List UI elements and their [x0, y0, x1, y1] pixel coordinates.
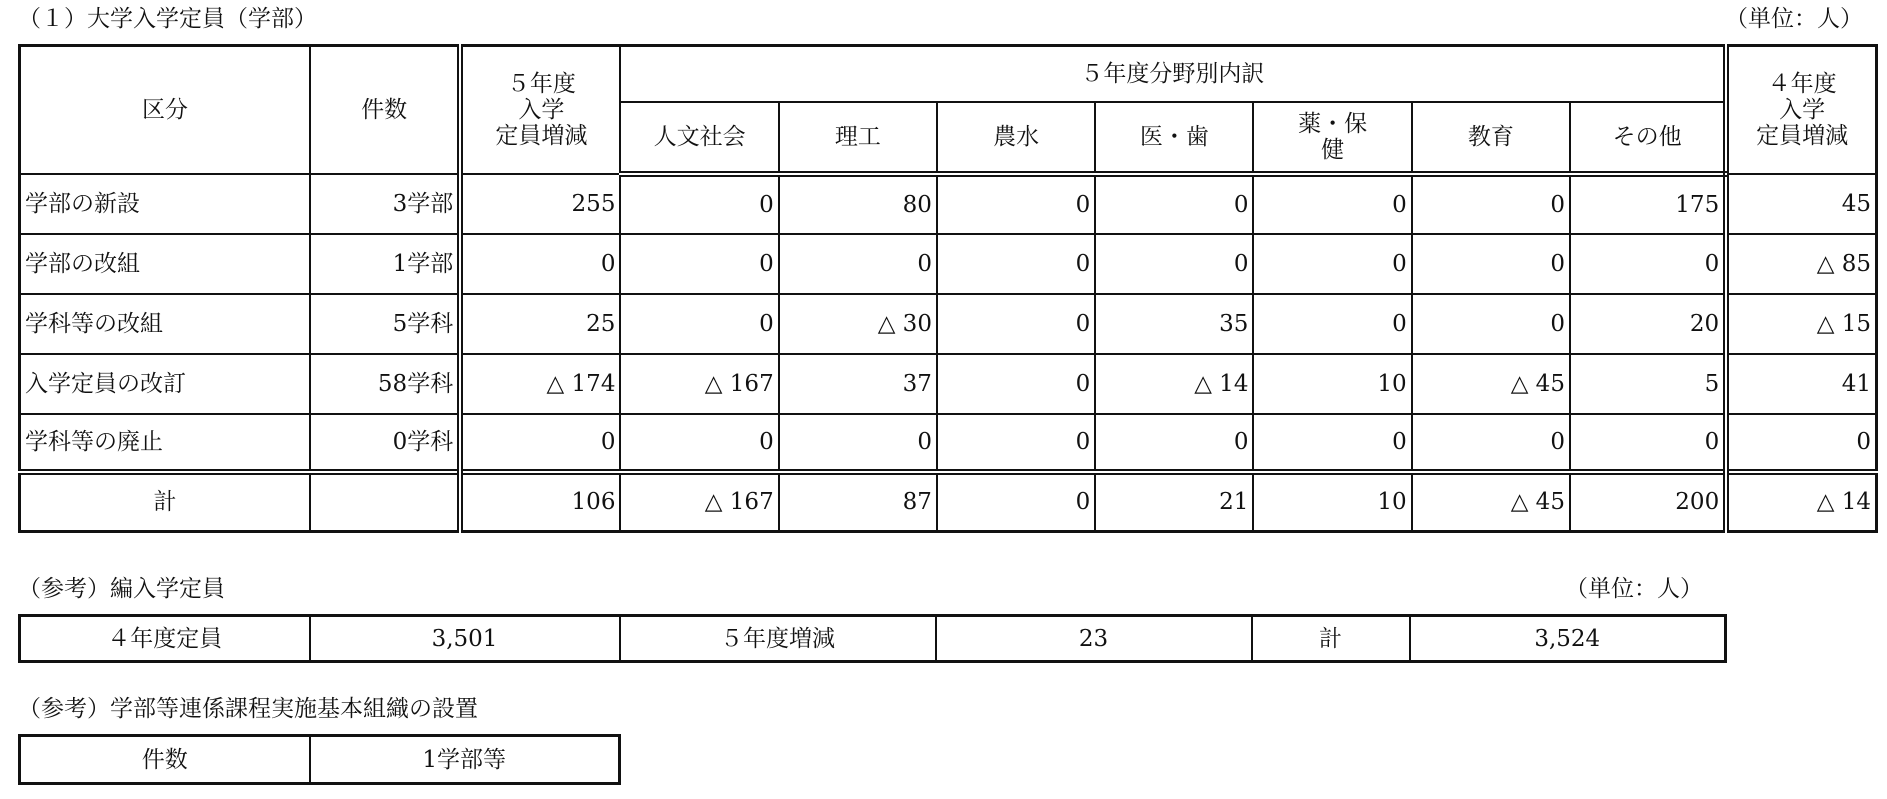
row-field-value: 0: [1570, 414, 1726, 472]
row-count: 1学部: [310, 234, 460, 294]
total-field-value: 87: [779, 472, 937, 532]
row-field-value: 0: [1253, 174, 1411, 234]
header-change-r5: [460, 46, 620, 174]
row-field-value: 35: [1095, 294, 1253, 354]
transfer-value-total: 3,524: [1410, 616, 1726, 662]
admission-capacity-table: [18, 44, 1878, 533]
row-change-r5: 25: [460, 294, 620, 354]
total-label: 計: [20, 472, 310, 532]
row-field-value: 0: [620, 414, 778, 472]
row-field-value: 0: [1253, 294, 1411, 354]
row-change-r5: △ 174: [460, 354, 620, 414]
row-count: 58学科: [310, 354, 460, 414]
row-count: 5学科: [310, 294, 460, 354]
total-count: [310, 472, 460, 532]
section2-title: （参考）編入学定員: [18, 576, 225, 602]
row-field-value: 0: [620, 294, 778, 354]
total-field-value: △ 167: [620, 472, 778, 532]
row-count: 0学科: [310, 414, 460, 472]
total-row: [20, 472, 1877, 532]
header-count: 件数: [310, 46, 460, 174]
row-field-value: 20: [1570, 294, 1726, 354]
header-change-r5-line1: ５年度: [506, 70, 576, 97]
header-change-r4-line2: 入学: [1779, 96, 1826, 123]
header-change-r4-line1: ４年度: [1767, 70, 1837, 97]
row-change-r5: 0: [460, 414, 620, 472]
header-field-medicine-dentistry: 医・歯: [1095, 102, 1253, 174]
row-field-value: △ 45: [1412, 354, 1570, 414]
row-category: 学部の新設: [20, 174, 310, 234]
row-field-value: 0: [937, 414, 1095, 472]
row-field-value: 0: [620, 174, 778, 234]
header-field-science-engineering: 理工: [779, 102, 937, 174]
section1-title: （１）大学入学定員（学部）: [18, 6, 317, 32]
header-breakdown: ５年度分野別内訳: [620, 46, 1726, 102]
header-category: 区分: [20, 46, 310, 174]
table-row: [20, 234, 1877, 294]
row-change-r4: △ 15: [1726, 294, 1876, 354]
header-change-r5-line3: 定員増減: [495, 122, 588, 149]
total-change-r4: △ 14: [1726, 472, 1876, 532]
row-count: 3学部: [310, 174, 460, 234]
row-change-r5: 0: [460, 234, 620, 294]
row-field-value: △ 14: [1095, 354, 1253, 414]
header-field-agriculture: 農水: [937, 102, 1095, 174]
row-field-value: 0: [1095, 414, 1253, 472]
table-row: [20, 414, 1877, 472]
table-row: [20, 354, 1877, 414]
header-change-r4: [1726, 46, 1876, 174]
header-field-education: 教育: [1412, 102, 1570, 174]
header-change-r5-line2: 入学: [518, 96, 565, 123]
row-field-value: 0: [1412, 234, 1570, 294]
section1-unit: （単位：人）: [1725, 6, 1863, 32]
row-field-value: △ 30: [779, 294, 937, 354]
row-field-value: 0: [1253, 234, 1411, 294]
total-field-value: △ 45: [1412, 472, 1570, 532]
transfer-label-change: ５年度増減: [620, 616, 936, 662]
total-field-value: 21: [1095, 472, 1253, 532]
row-field-value: 0: [1253, 414, 1411, 472]
row-field-value: 10: [1253, 354, 1411, 414]
transfer-capacity-table: [18, 614, 1727, 663]
table-row: [20, 174, 1877, 234]
header-field-humanities: 人文社会: [620, 102, 778, 174]
row-field-value: 37: [779, 354, 937, 414]
row-field-value: 0: [779, 234, 937, 294]
row-field-value: 0: [937, 354, 1095, 414]
row-change-r4: 45: [1726, 174, 1876, 234]
total-field-value: 10: [1253, 472, 1411, 532]
row-category: 入学定員の改訂: [20, 354, 310, 414]
total-field-value: 0: [937, 472, 1095, 532]
transfer-label-total: 計: [1252, 616, 1410, 662]
transfer-label-r4: ４年度定員: [20, 616, 310, 662]
row-field-value: 0: [937, 234, 1095, 294]
transfer-value-change: 23: [936, 616, 1252, 662]
total-change-r5: 106: [460, 472, 620, 532]
row-field-value: 0: [1412, 174, 1570, 234]
total-field-value: 200: [1570, 472, 1726, 532]
linked-program-table: [18, 734, 621, 785]
row-field-value: 0: [1095, 234, 1253, 294]
table-row: [20, 294, 1877, 354]
row-field-value: 0: [1412, 294, 1570, 354]
row-change-r4: △ 85: [1726, 234, 1876, 294]
row-field-value: 5: [1570, 354, 1726, 414]
row-field-value: 175: [1570, 174, 1726, 234]
row-field-value: 80: [779, 174, 937, 234]
row-field-value: △ 167: [620, 354, 778, 414]
row-field-value: 0: [1570, 234, 1726, 294]
row-field-value: 0: [937, 174, 1095, 234]
linked-program-label: 件数: [20, 736, 310, 784]
section3-title: （参考）学部等連係課程実施基本組織の設置: [18, 696, 478, 722]
header-field-pharmacy-health: 薬・保健: [1253, 102, 1411, 174]
row-category: 学科等の廃止: [20, 414, 310, 472]
row-field-value: 0: [937, 294, 1095, 354]
row-field-value: 0: [779, 414, 937, 472]
section2-unit: （単位：人）: [1565, 576, 1703, 602]
linked-program-value: 1学部等: [310, 736, 620, 784]
row-category: 学部の改組: [20, 234, 310, 294]
transfer-value-r4: 3,501: [310, 616, 620, 662]
row-change-r5: 255: [460, 174, 620, 234]
header-field-other: その他: [1570, 102, 1726, 174]
row-category: 学科等の改組: [20, 294, 310, 354]
row-change-r4: 0: [1726, 414, 1876, 472]
row-field-value: 0: [1095, 174, 1253, 234]
row-field-value: 0: [1412, 414, 1570, 472]
row-field-value: 0: [620, 234, 778, 294]
header-change-r4-line3: 定員増減: [1756, 122, 1849, 149]
row-change-r4: 41: [1726, 354, 1876, 414]
